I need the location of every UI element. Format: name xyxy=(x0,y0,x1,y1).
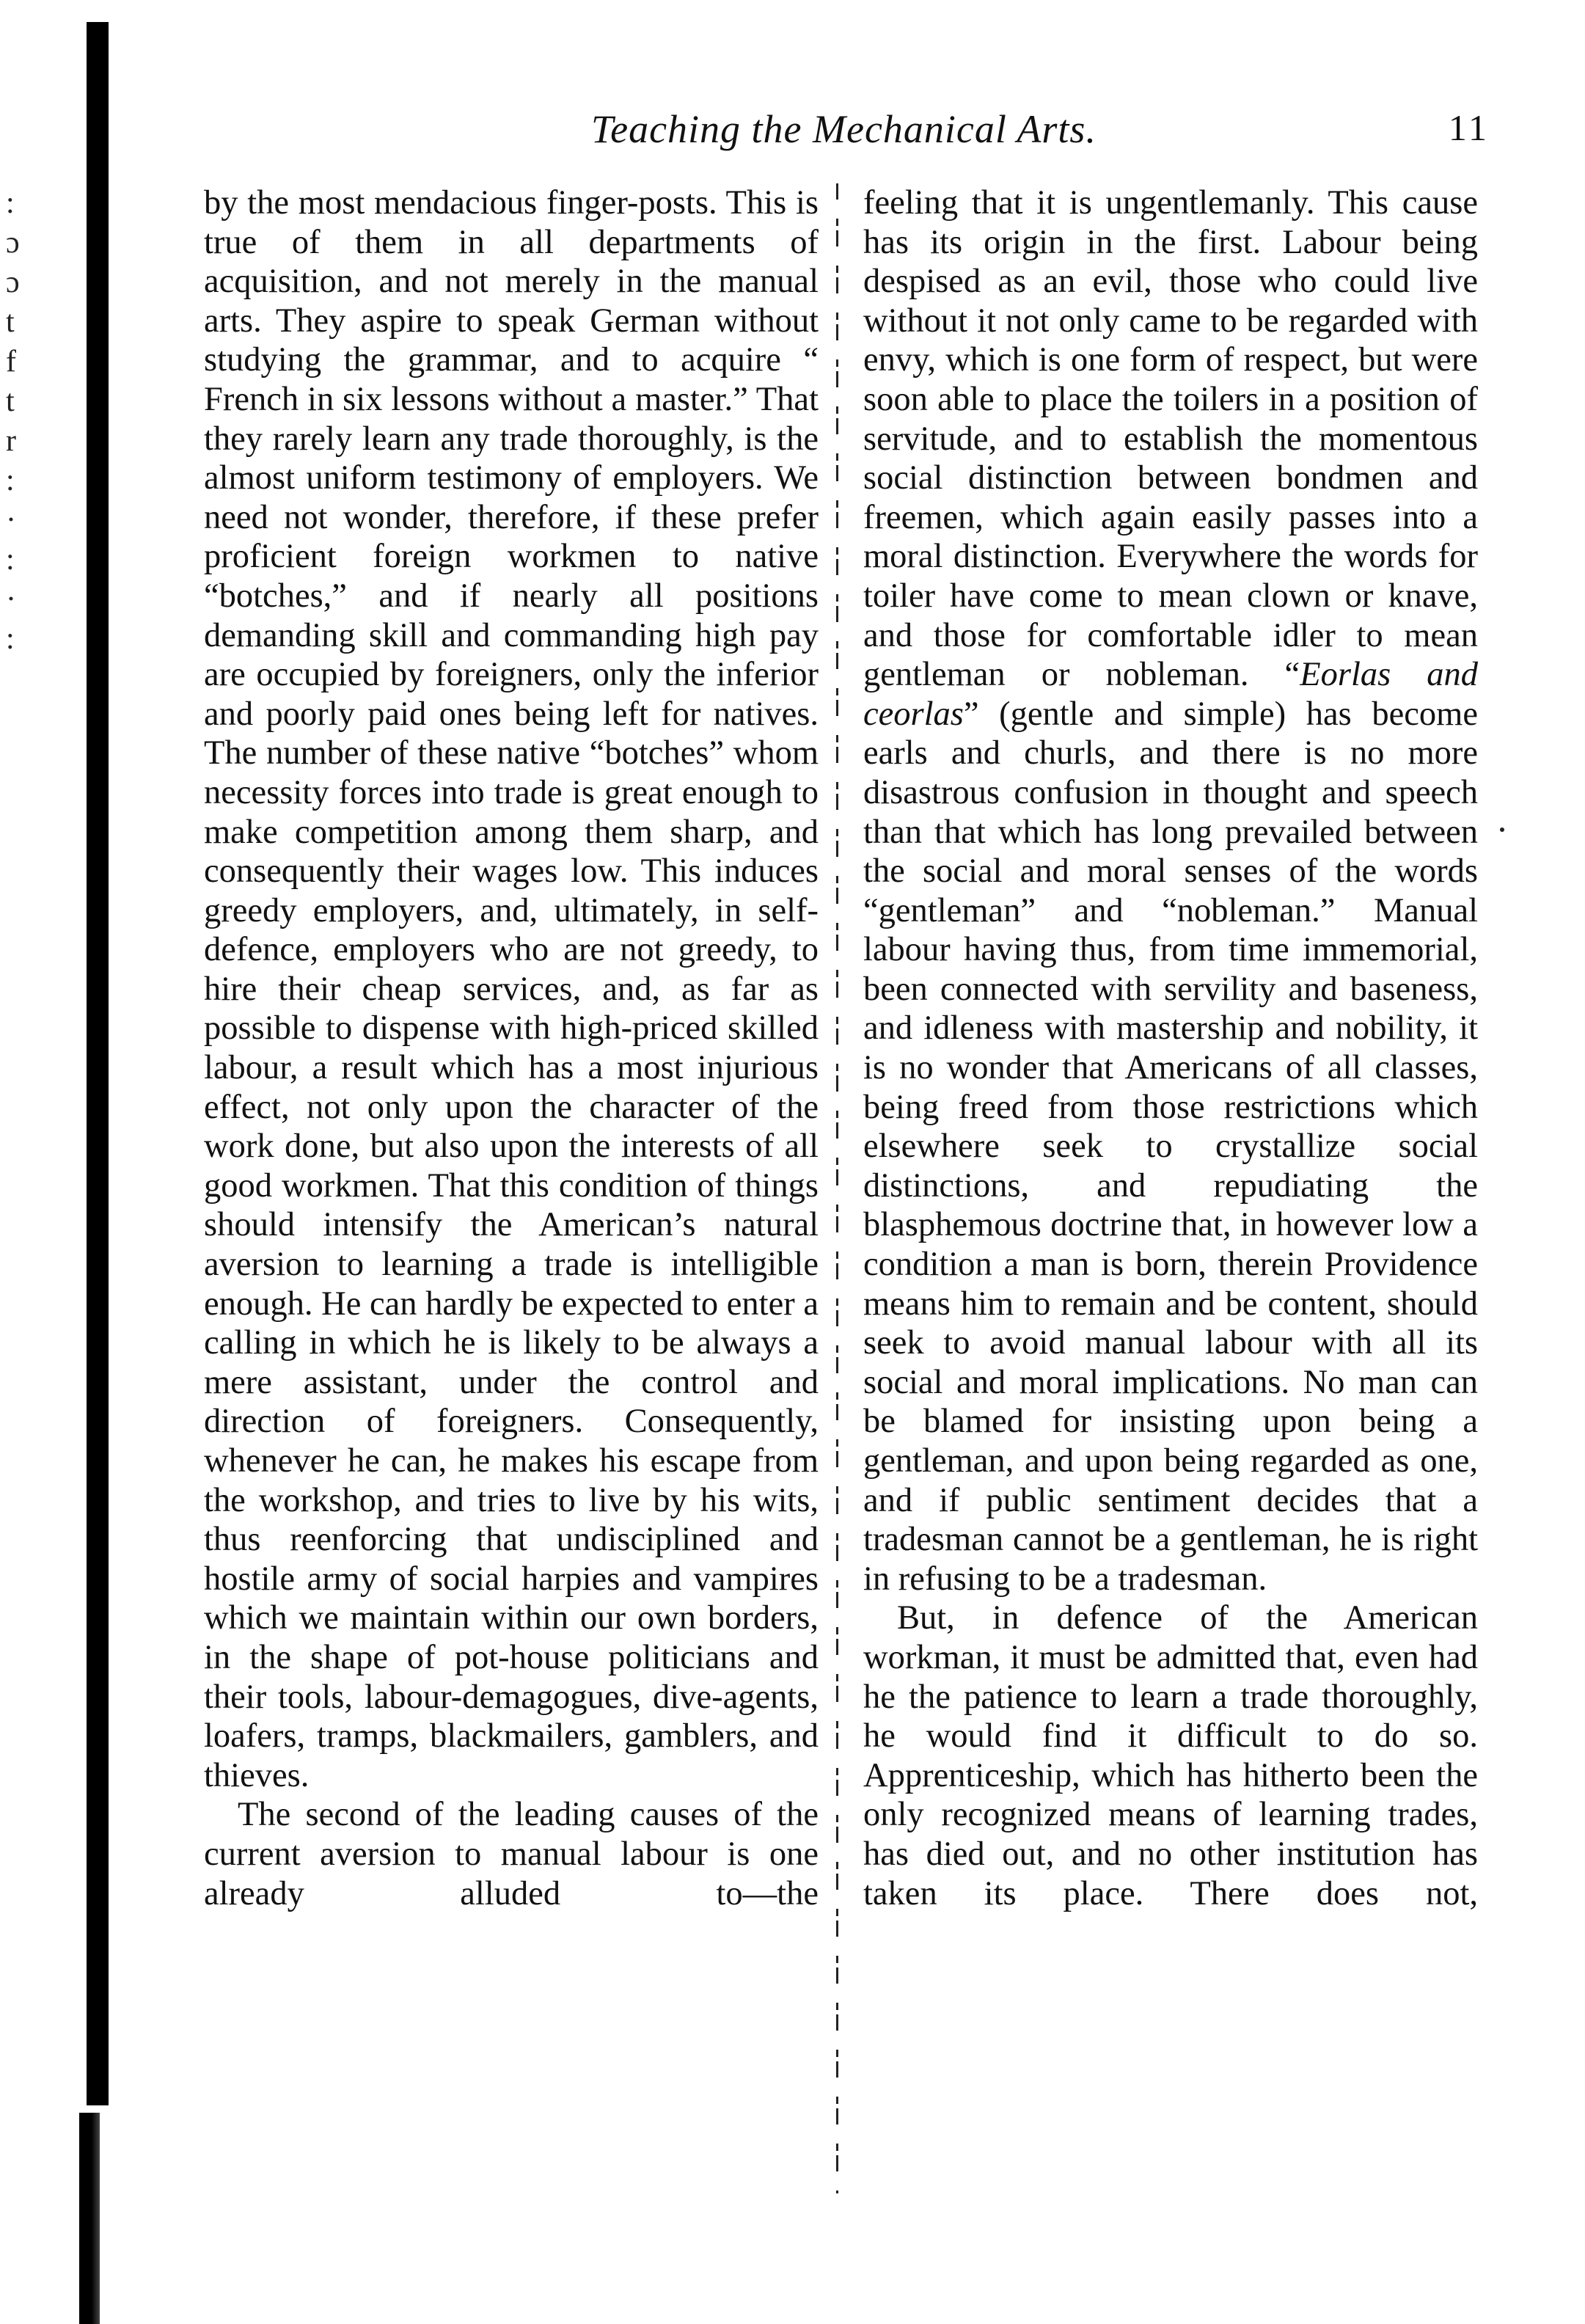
bleed-mark: ɔ xyxy=(6,266,20,299)
bleed-mark: · xyxy=(6,503,16,537)
italic-phrase: Eorlas and ceorlas xyxy=(863,656,1478,733)
page-header xyxy=(198,106,1490,158)
paragraph: by the most mendacious finger-posts. This is true of them in all departments of acquisition, and not merely in the manual arts. They aspire to speak German without studying the grammar, and to acquire “ French in six lessons without a master.” That they rarely learn any trade thoroughly, is the almost uniform testimony of employers. We need not wonder, therefore, if these prefer proficient foreign workmen to native “botches,” and if nearly all positions demanding skill and commanding high pay are occupied by foreigners, only the inferior and poorly paid ones being left for natives. The number of these native “botches” whom necessity forces into trade is great enough to make competition among them sharp, and consequently their wages low. This induces greedy employers, and, ultimately, in self-defence, employers who are not greedy, to hire their cheap services, and, as far as possible to dispense with high-priced skilled labour, a result which has a most injurious effect, not only upon the character of the work done, but also upon the interests of all good workmen. That this condition of things should intensify the American’s natural aversion to learning a trade is intelligible enough. He can hardly be expected to enter a calling in which he is likely to be always a mere assistant, under the control and direction of foreigners. Consequently, whenever he can, he makes his escape from the workshop, and tries to live by his wits, thus reenforcing that undisciplined and hostile army of social harpies and vampires which we maintain within our own borders, in the shape of pot-house politicians and their tools, labour-demagogues, dive-agents, loafers, tramps, blackmailers, gamblers, and thieves. xyxy=(204,184,819,1794)
bleed-mark: · xyxy=(6,582,16,616)
bleed-mark: : xyxy=(6,186,15,220)
page-number: 11 xyxy=(1448,107,1490,148)
right-column xyxy=(863,183,1478,1913)
column-divider xyxy=(836,183,838,2193)
left-column xyxy=(204,183,819,1913)
bleed-mark: t xyxy=(6,305,15,339)
paragraph: But, in defence of the American workman, it must be admitted that, even had he the patience to learn a trade thoroughly, he would find it difficult to do so. Apprenticeship, which has hitherto been the only recognized means of learning trades, has died out, and no other institution has taken its place. There does not, xyxy=(863,1599,1478,1912)
running-title: Teaching the Mechanical Arts. xyxy=(591,107,1097,151)
bleed-mark: r xyxy=(6,424,16,458)
bleed-mark: : xyxy=(6,622,15,656)
previous-page-bleed xyxy=(6,183,35,656)
bleed-mark: t xyxy=(6,384,15,418)
paragraph: feeling that it is ungentlemanly. This cause has its origin in the first. Labour being despised as an evil, those who could live without it not only came to be regarded with envy, which is one form of respect, but were soon able to place the toilers in a position of servitude, and to establish the momentous social distinction between bondmen and freemen, which again easily passes into a moral distinction. Everywhere the words for toiler have come to mean clown or knave, and those for comfortable idler to mean gentleman or nobleman. “Eorlas and ceorlas” (gentle and simple) has become earls and churls, and there is no more disastrous confusion in thought and speech than that which has long prevailed between the social and moral senses of the words “gentleman” and “nobleman.” Manual labour having thus, from time immemorial, been connected with servility and baseness, and idleness with mastership and nobility, it is no wonder that Americans of all classes, being freed from those restrictions which elsewhere seek to crystallize social distinctions, and repudiating the blasphemous doctrine that, in however low a condition a man is born, therein Providence means him to remain and be content, should seek to avoid manual labour with all its social and moral implications. No man can be blamed for insisting upon being a gentleman, and upon being regarded as one, and if public sentiment decides that a tradesman cannot be a gentleman, he is right in refusing to be a tradesman. xyxy=(863,184,1478,1598)
paragraph: The second of the leading causes of the current aversion to manual labour is one already alluded to—the xyxy=(204,1796,819,1912)
binding-shadow xyxy=(87,22,109,2105)
bleed-mark: ɔ xyxy=(6,226,20,260)
ink-speck xyxy=(1500,827,1504,832)
bleed-mark: : xyxy=(6,464,15,497)
binding-shadow-lower xyxy=(79,2113,100,2324)
bleed-mark: : xyxy=(6,543,15,577)
bleed-mark: f xyxy=(6,345,16,379)
